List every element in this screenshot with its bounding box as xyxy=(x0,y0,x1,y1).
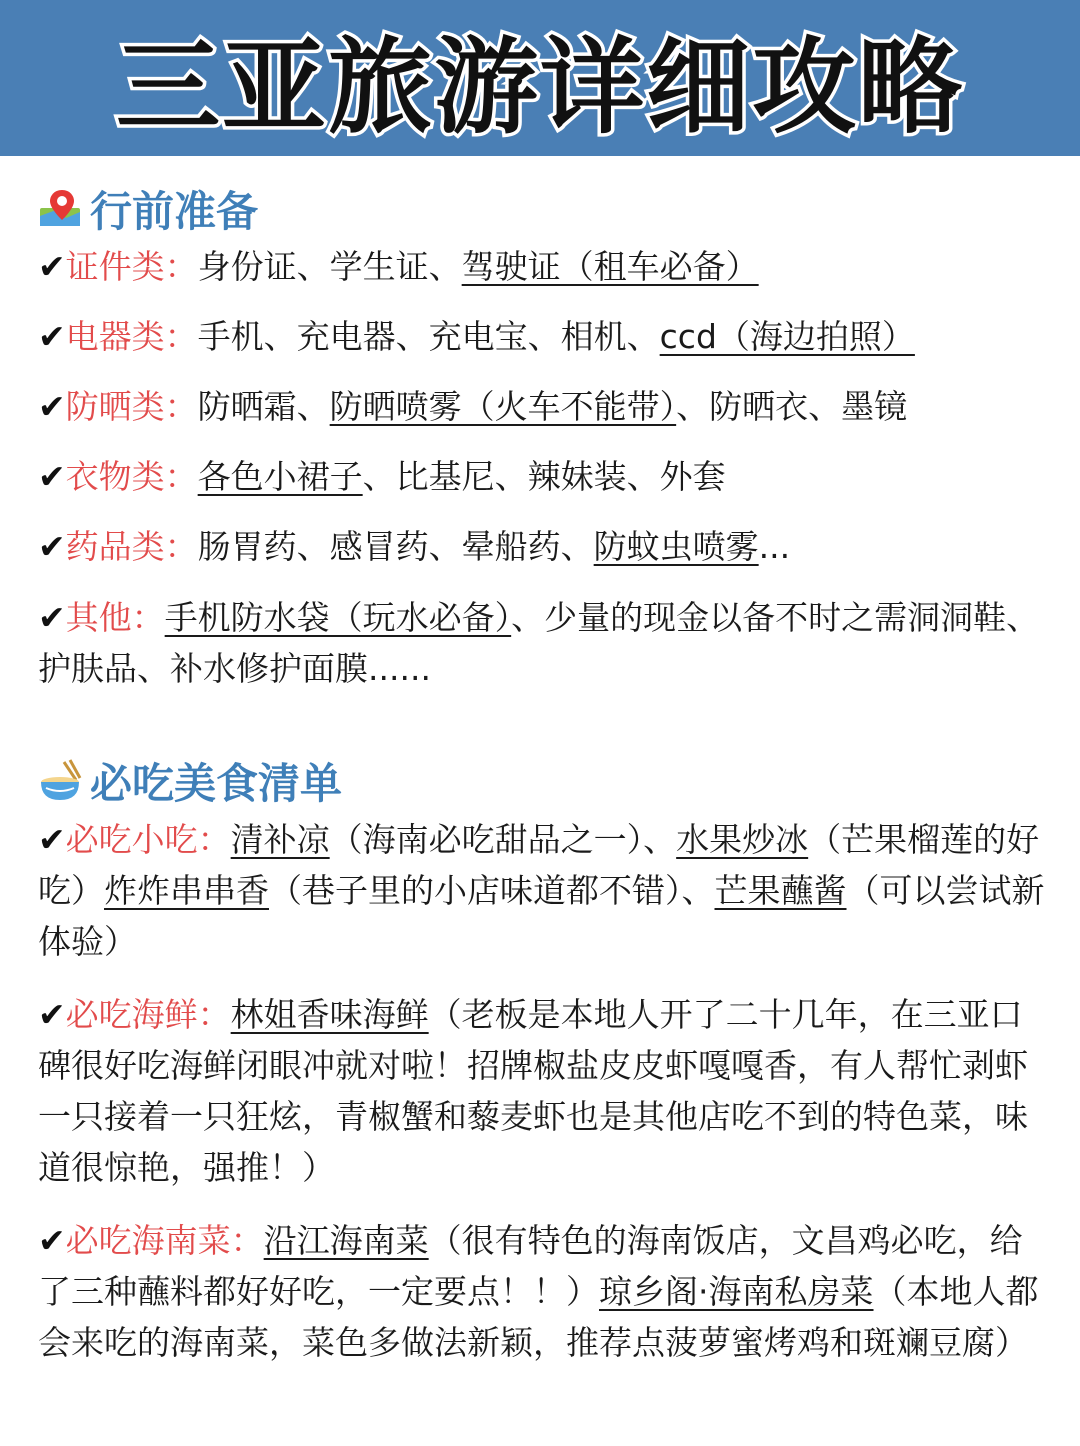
check-icon: ✔ xyxy=(38,598,66,637)
category-label: 必吃小吃： xyxy=(65,820,231,859)
section-header-food xyxy=(38,752,1052,810)
item-highlight: 芒果蘸酱 xyxy=(714,871,847,910)
item-text: （老板是本地人开了二十几年，在三亚口碑很好吃海鲜闭眼冲就对啦！招牌椒盐皮皮虾嘎嘎香，有人帮忙剥虾一只接着一只狂炫，青椒蟹和藜麦虾也是其他店吃不到的特色菜，味道很惊艳，强推！） xyxy=(38,995,1028,1187)
category-label: 防晒类： xyxy=(65,387,198,426)
item-highlight: 林姐香味海鲜 xyxy=(230,995,429,1034)
category-label: 其他： xyxy=(65,598,165,637)
check-icon: ✔ xyxy=(38,317,66,356)
list-item xyxy=(38,312,1052,362)
item-highlight: ccd（海边拍照） xyxy=(659,317,915,356)
category-label: 药品类： xyxy=(65,527,198,566)
item-text: （可以尝试新体验） xyxy=(38,871,1045,961)
section-title: 行前准备 xyxy=(90,187,259,236)
category-label: 必吃海鲜： xyxy=(65,995,231,1034)
item-highlight: 防蚊虫喷雾 xyxy=(593,527,759,566)
list-item xyxy=(38,382,1052,432)
item-text: 、防晒衣、墨镜 xyxy=(676,387,908,426)
page-title: 三亚旅游详细攻略 xyxy=(115,26,964,148)
check-icon: ✔ xyxy=(38,820,66,859)
item-highlight: 各色小裙子 xyxy=(197,457,363,496)
item-text: （芒果榴莲的好吃） xyxy=(38,820,1040,910)
list-item xyxy=(38,989,1052,1193)
item-text: （本地人都会来吃的海南菜，菜色多做法新颖，推荐点菠萝蜜烤鸡和斑斓豆腐） xyxy=(38,1272,1039,1362)
item-highlight: 沿江海南菜 xyxy=(263,1221,429,1260)
check-icon: ✔ xyxy=(38,1221,66,1260)
noodle-bowl-icon xyxy=(38,758,84,804)
item-highlight: 水果炒冰 xyxy=(676,820,809,859)
list-item xyxy=(38,452,1052,502)
category-label: 证件类： xyxy=(65,247,198,286)
item-text: （海南必吃甜品之一）、 xyxy=(329,820,677,859)
item-highlight: 手机防水袋（玩水必备） xyxy=(164,598,512,637)
item-text: （巷子里的小店味道都不错）、 xyxy=(269,871,715,910)
item-text: 身份证、学生证、 xyxy=(197,247,462,286)
list-item xyxy=(38,242,1052,292)
list-item xyxy=(38,592,1052,694)
section-header-preparation xyxy=(38,180,1052,238)
item-highlight: 炸炸串串香 xyxy=(104,871,269,910)
list-item xyxy=(38,522,1052,572)
check-icon: ✔ xyxy=(38,247,66,286)
list-item xyxy=(38,1215,1052,1368)
list-item xyxy=(38,814,1052,967)
check-icon: ✔ xyxy=(38,457,66,496)
item-text: 手机、充电器、充电宝、相机、 xyxy=(197,317,660,356)
map-pin-icon xyxy=(38,186,84,232)
item-text: 防晒霜、 xyxy=(197,387,330,426)
check-icon: ✔ xyxy=(38,387,66,426)
category-label: 必吃海南菜： xyxy=(65,1221,264,1260)
check-icon: ✔ xyxy=(38,527,66,566)
title-banner xyxy=(0,0,1080,156)
section-title: 必吃美食清单 xyxy=(90,759,343,808)
item-highlight: 清补凉 xyxy=(230,820,330,859)
item-text: 、少量的现金以备不时之需洞洞鞋、护肤品、补水修护面膜...... xyxy=(38,598,1040,688)
item-highlight: 琼乡阁·海南私房菜 xyxy=(599,1272,874,1311)
item-text: 、比基尼、辣妹装、外套 xyxy=(362,457,726,496)
category-label: 衣物类： xyxy=(65,457,198,496)
item-highlight: 防晒喷雾（火车不能带） xyxy=(329,387,677,426)
item-highlight: 驾驶证（租车必备） xyxy=(461,247,759,286)
item-text: 肠胃药、感冒药、晕船药、 xyxy=(197,527,594,566)
content-area xyxy=(0,156,1080,1368)
category-label: 电器类： xyxy=(65,317,198,356)
check-icon: ✔ xyxy=(38,995,66,1034)
item-text: ... xyxy=(758,527,791,566)
item-text: （很有特色的海南饭店，文昌鸡必吃，给了三种蘸料都好好吃，一定要点！！） xyxy=(38,1221,1023,1311)
